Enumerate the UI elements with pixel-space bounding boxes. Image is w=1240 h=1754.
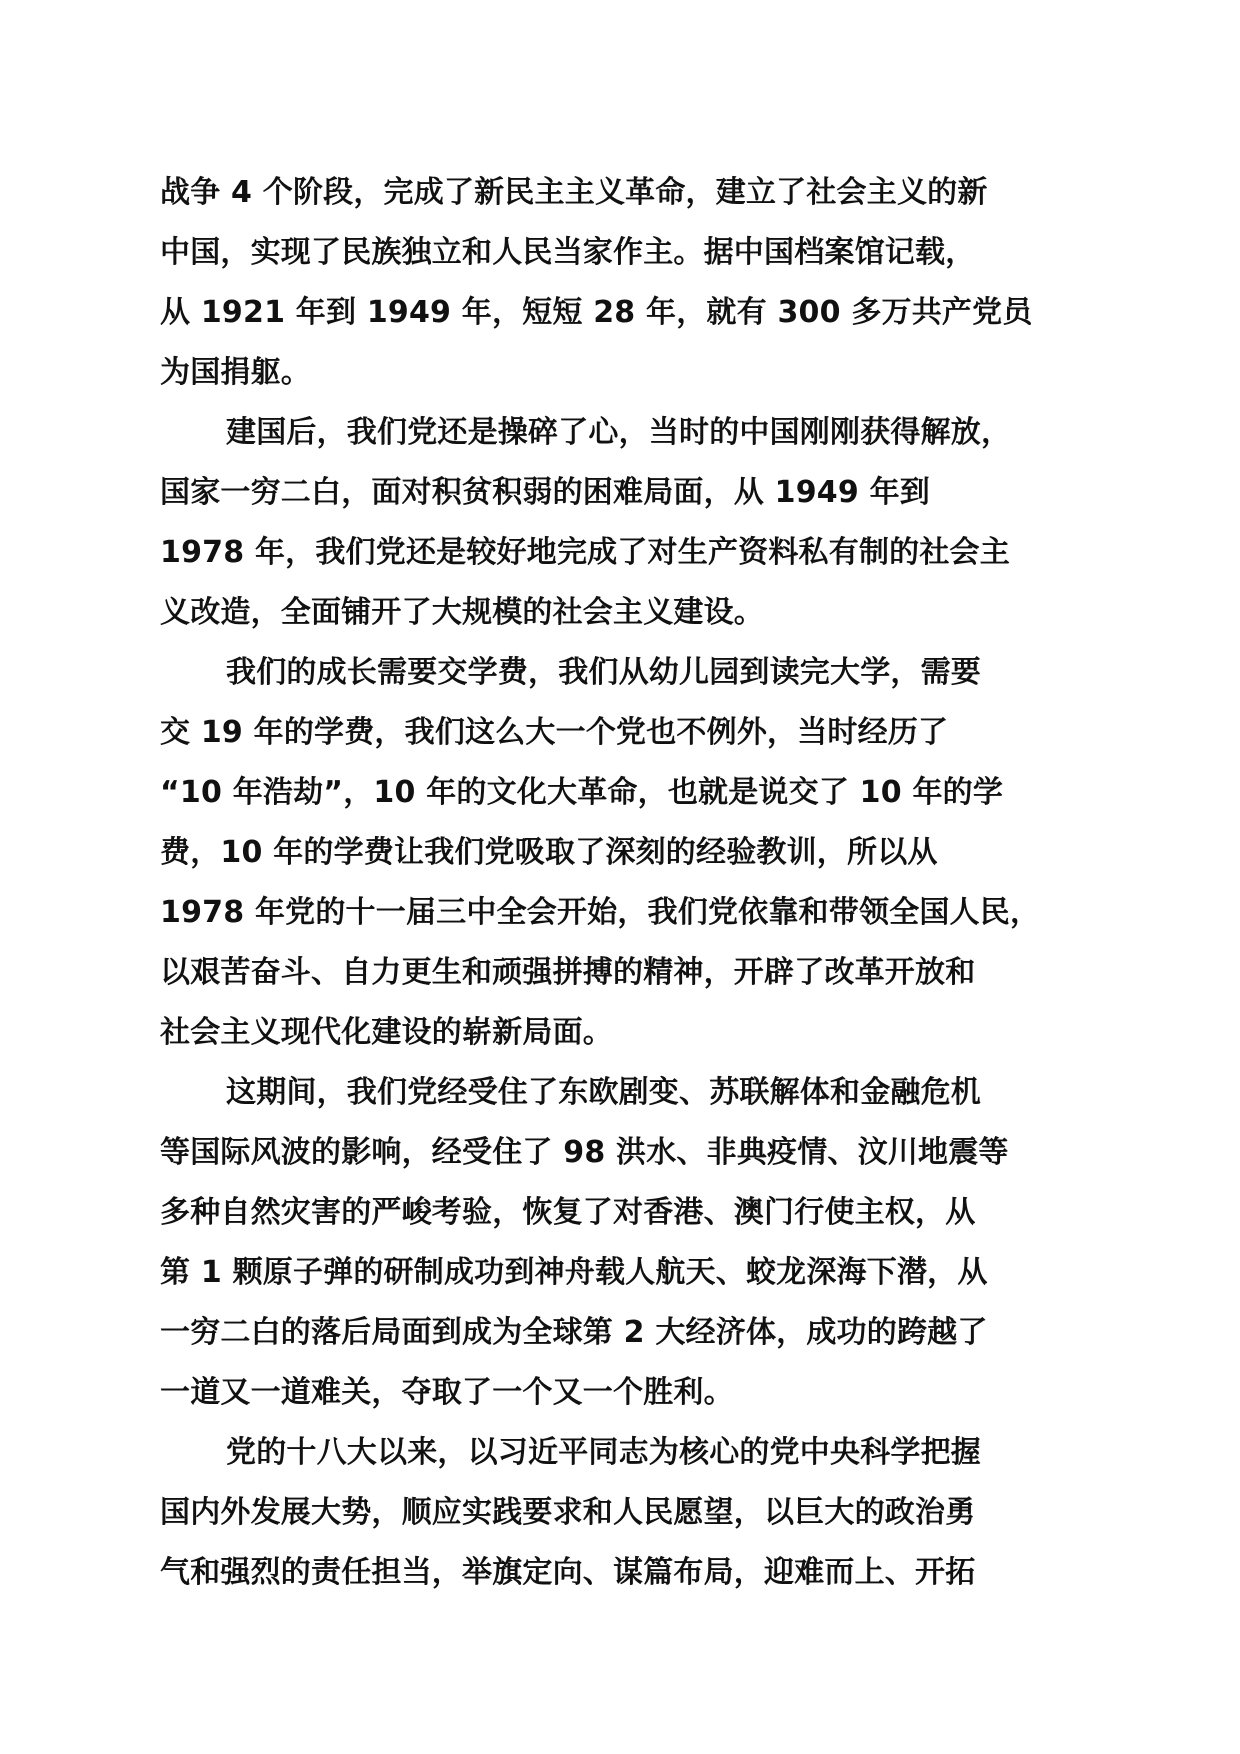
paragraph-first-line: 我们的成长需要交学费，我们从幼儿园到读完大学，需要	[226, 655, 981, 690]
document-body	[160, 163, 1120, 1603]
text-line: 一穷二白的落后局面到成为全球第 2 大经济体，成功的跨越了	[160, 1315, 988, 1350]
text-line: 社会主义现代化建设的崭新局面。	[160, 1015, 613, 1050]
text-line: 气和强烈的责任担当，举旗定向、谋篇布局，迎难而上、开拓	[160, 1555, 976, 1590]
text-line: 费，10 年的学费让我们党吸取了深刻的经验教训，所以从	[160, 835, 938, 870]
text-line: 为国捐躯。	[160, 355, 311, 390]
text-line: 一道又一道难关，夺取了一个又一个胜利。	[160, 1375, 734, 1410]
text-line: 第 1 颗原子弹的研制成功到神舟载人航天、蛟龙深海下潜，从	[160, 1255, 988, 1290]
text-line: 义改造，全面铺开了大规模的社会主义建设。	[160, 595, 764, 630]
text-line: 国内外发展大势，顺应实践要求和人民愿望，以巨大的政治勇	[160, 1495, 976, 1530]
text-line: 多种自然灾害的严峻考验，恢复了对香港、澳门行使主权，从	[160, 1195, 976, 1230]
paragraph-first-line: 这期间，我们党经受住了东欧剧变、苏联解体和金融危机	[226, 1075, 981, 1110]
text-line: 1978 年，我们党还是较好地完成了对生产资料私有制的社会主	[160, 535, 1010, 570]
text-line: “10 年浩劫”，10 年的文化大革命，也就是说交了 10 年的学	[160, 775, 1004, 810]
paragraph-first-line: 党的十八大以来，以习近平同志为核心的党中央科学把握	[226, 1435, 981, 1470]
text-line: 交 19 年的学费，我们这么大一个党也不例外，当时经历了	[160, 715, 949, 750]
text-line: 1978 年党的十一届三中全会开始，我们党依靠和带领全国人民，	[160, 895, 1041, 930]
paragraph-first-line: 建国后，我们党还是操碎了心，当时的中国刚刚获得解放，	[226, 415, 1012, 450]
text-line: 战争 4 个阶段，完成了新民主主义革命，建立了社会主义的新	[160, 175, 988, 210]
text-line: 以艰苦奋斗、自力更生和顽强拼搏的精神，开辟了改革开放和	[160, 955, 976, 990]
text-line: 中国，实现了民族独立和人民当家作主。据中国档案馆记载，	[160, 235, 976, 270]
text-line: 国家一穷二白，面对积贫积弱的困难局面，从 1949 年到	[160, 475, 930, 510]
text-line: 从 1921 年到 1949 年，短短 28 年，就有 300 多万共产党员	[160, 295, 1033, 330]
text-line: 等国际风波的影响，经受住了 98 洪水、非典疫情、汶川地震等	[160, 1135, 1009, 1170]
